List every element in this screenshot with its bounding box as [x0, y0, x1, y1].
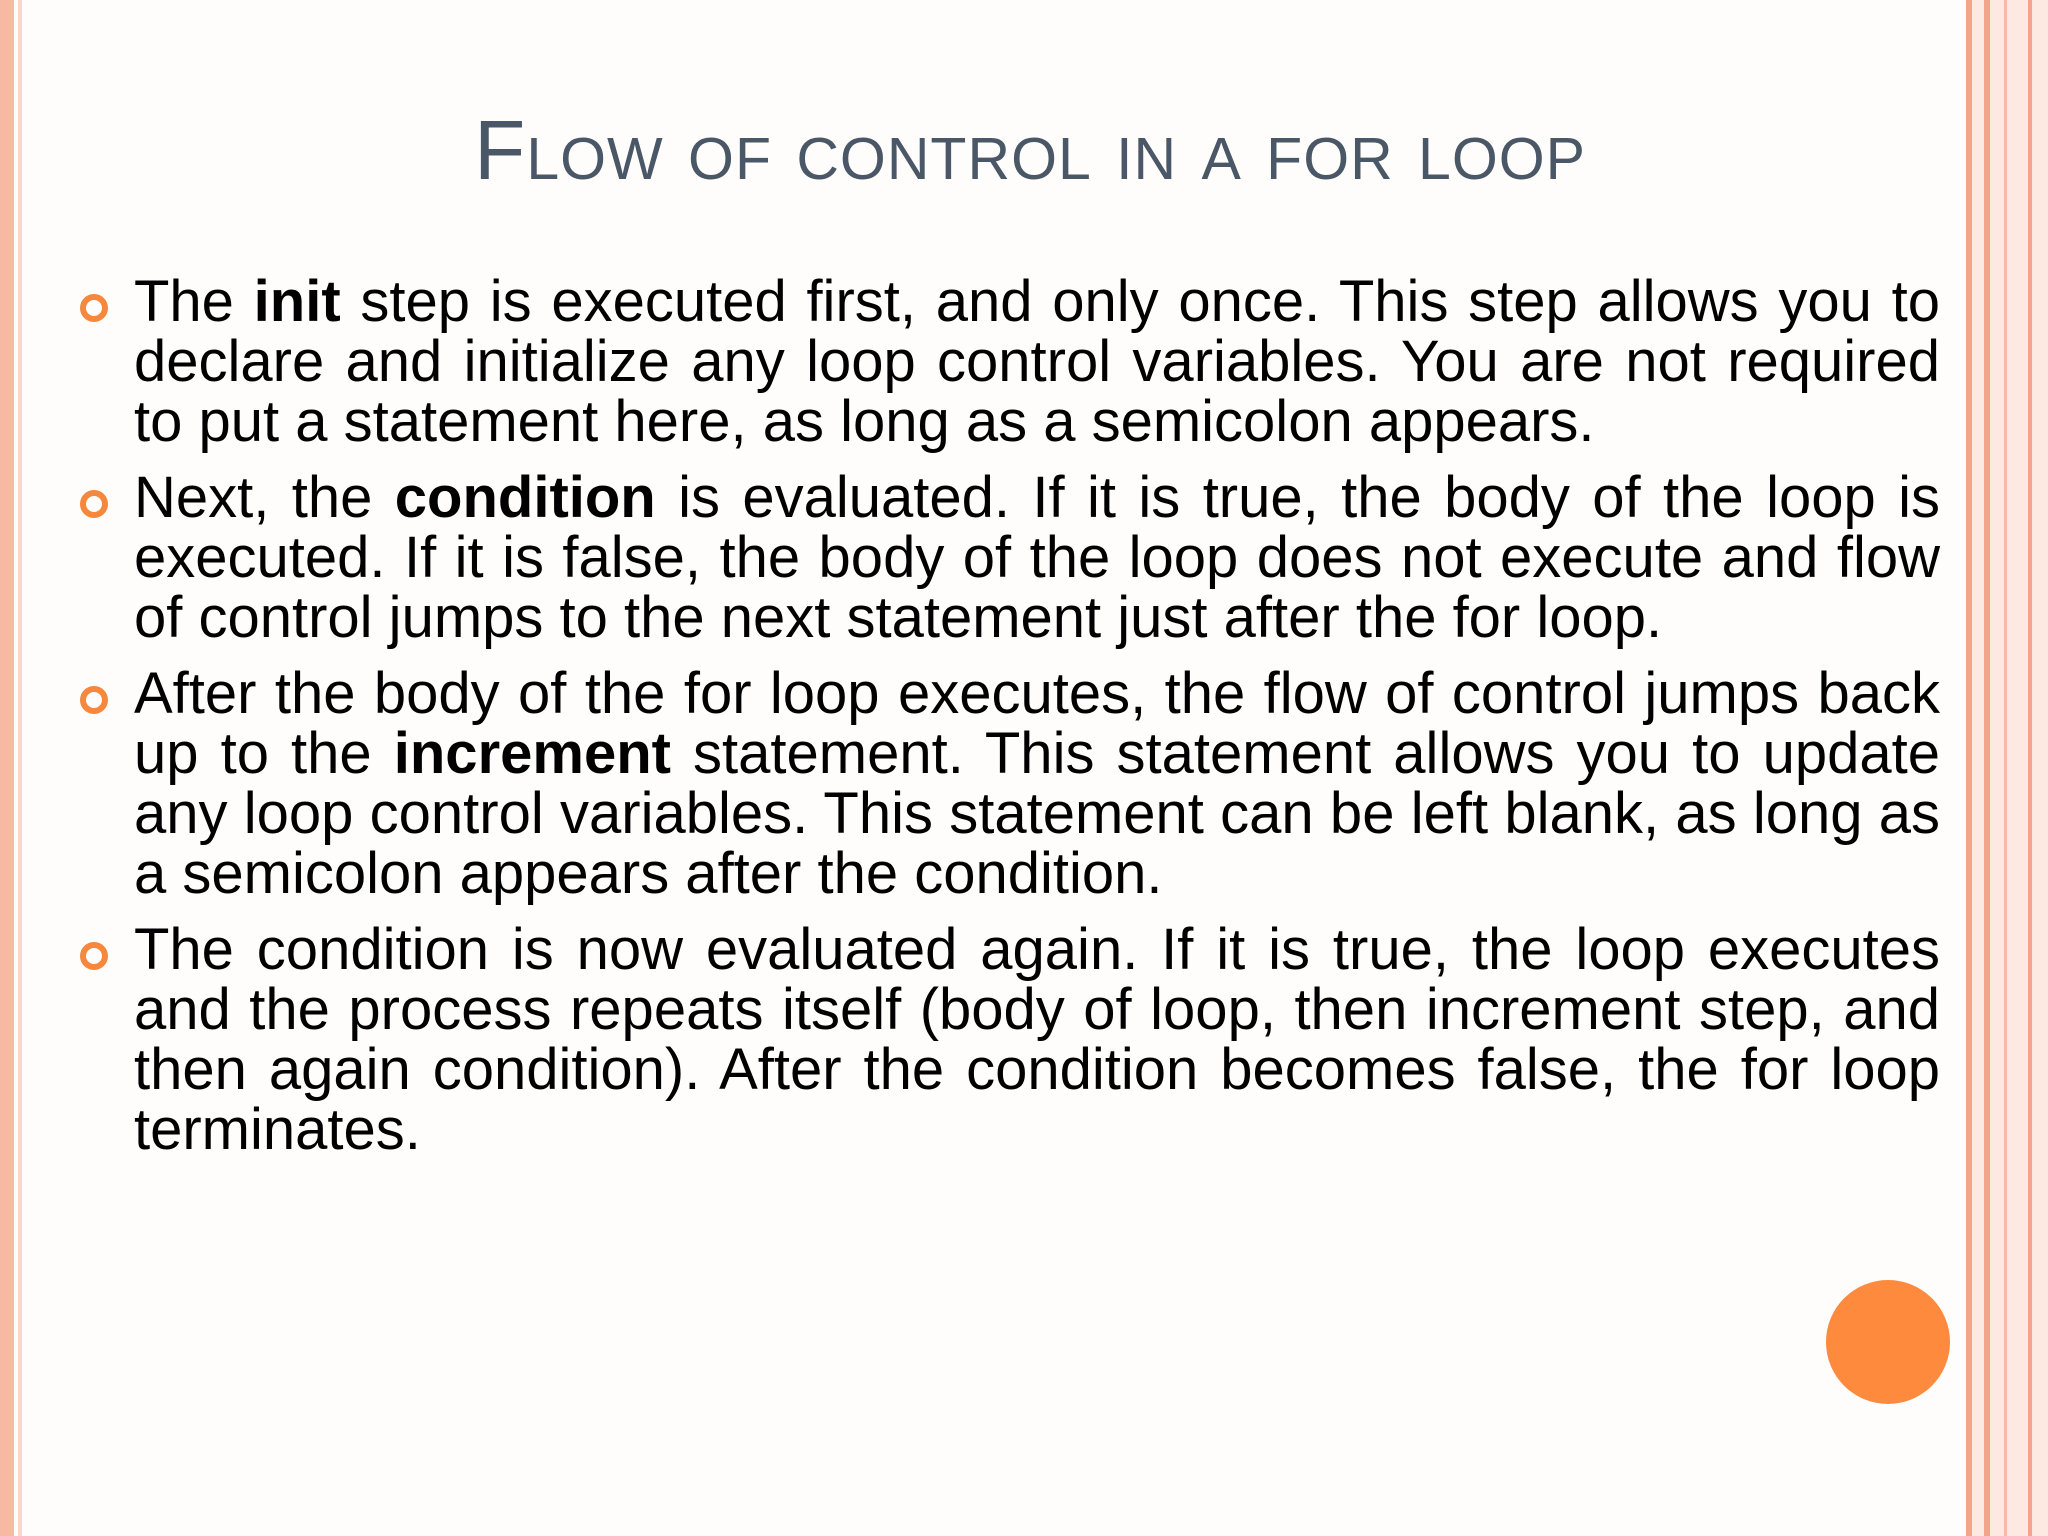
ring-bullet-icon [80, 942, 108, 970]
bullet-text-pre: The [134, 269, 254, 334]
bullet-text-pre: The condition is now evaluated again. If it is true, the loop executes and the process repeats itself (body of loop, then increment step, and then again condition). After the condition becomes false, the for loop terminates. [134, 917, 1940, 1162]
bullet-text [134, 465, 1940, 650]
bullet-item [70, 661, 1940, 906]
bullet-text-post: step is executed first, and only once. This step allows you to declare and initialize any loop control variables. You are not required to put a statement here, as long as a semicolon appears. [134, 269, 1940, 454]
right-border-line [2028, 0, 2032, 1536]
bullet-keyword: condition [394, 465, 656, 530]
bullet-item [70, 917, 1940, 1162]
left-border-stripe-thin [18, 0, 22, 1536]
slide-title: Flow of control in a for loop [474, 103, 1586, 197]
bullet-text [134, 269, 1940, 454]
bullet-item [70, 465, 1940, 650]
orange-circle-decoration [1826, 1280, 1950, 1404]
bullet-keyword: increment [393, 721, 671, 786]
right-border-band [1966, 0, 2048, 1536]
ring-bullet-icon [80, 686, 108, 714]
bullet-text-post: statement. This statement allows you to update any loop control variables. This statement can be left blank, as long as a semicolon appears after the condition. [134, 721, 1940, 906]
bullet-list [70, 269, 1940, 1176]
ring-bullet-icon [80, 490, 108, 518]
bullet-text-post: is evaluated. If it is true, the body of the loop is executed. If it is false, the body of the loop does not execute and flow of control jumps to the next statement just after the for loop. [134, 465, 1940, 650]
right-border-line [1984, 0, 1990, 1536]
right-border-line [2004, 0, 2007, 1536]
bullet-text-pre: After the body of the for loop executes, the flow of control jumps back up to the [134, 661, 1940, 786]
right-border-line [1966, 0, 1972, 1536]
bullet-text [134, 917, 1940, 1162]
bullet-text-pre: Next, the [134, 465, 395, 530]
ring-bullet-icon [80, 294, 108, 322]
bullet-keyword: init [253, 269, 341, 334]
bullet-item [70, 269, 1940, 454]
bullet-text [134, 661, 1940, 906]
left-border-stripe [0, 0, 14, 1536]
